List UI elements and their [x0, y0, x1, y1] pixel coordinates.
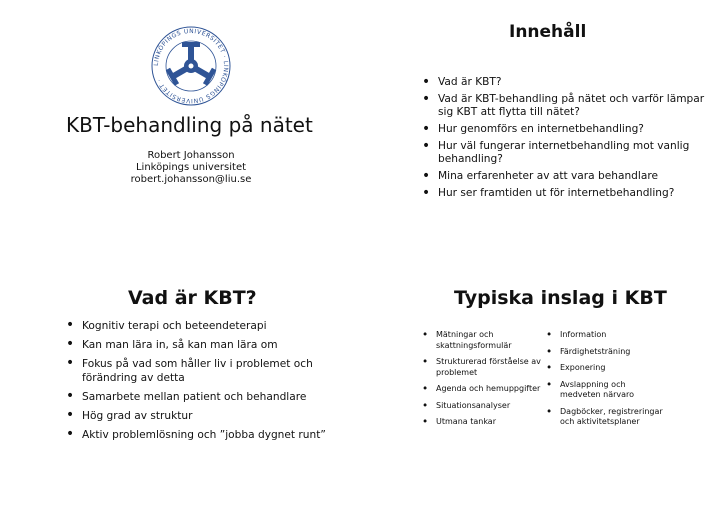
list-item: • Hur genomförs en internetbehandling?: [422, 121, 644, 137]
list-item: • Kan man lära in, så kan man lära om: [66, 336, 278, 352]
list-item: • Hur ser framtiden ut för internetbehandling?: [422, 185, 675, 201]
list-item: • Hög grad av struktur: [66, 407, 193, 423]
list-item: • Dagböcker, registreringar och aktivitetsplaner: [546, 405, 663, 426]
elements-list-left: [422, 330, 542, 434]
bullet-icon: •: [422, 74, 431, 90]
university-seal-icon: [150, 25, 232, 107]
list-item: • Avslappning och medveten närvaro: [546, 378, 635, 399]
bullet-icon: •: [422, 383, 429, 395]
contents-list: [422, 76, 722, 204]
bullet-icon: •: [546, 329, 553, 341]
list-item: • Utmana tankar: [422, 416, 496, 428]
list-item: • Mina erfarenheter av att vara behandlare: [422, 168, 658, 184]
bullet-icon: •: [422, 329, 429, 341]
author-block: [66, 150, 316, 186]
list-item: • Kognitiv terapi och beteendeterapi: [66, 317, 267, 333]
slide-title: [0, 0, 364, 257]
list-item: • Hur väl fungerar internetbehandling mot vanlig behandling?: [422, 138, 690, 165]
slide-contents: [364, 0, 728, 257]
list-item: • Samarbete mellan patient och behandlare: [66, 388, 307, 404]
author-email[interactable]: robert.johansson@liu.se: [130, 174, 252, 185]
list-item: • Strukturerad förståelse av problemet: [422, 356, 541, 377]
list-item: • Vad är KBT?: [422, 74, 502, 90]
author-affiliation: Linköpings universitet: [135, 162, 247, 173]
list-item: • Vad är KBT-behandling på nätet och varför lämpar sig KBT att flytta till nätet?: [422, 91, 705, 118]
bullet-icon: •: [422, 138, 431, 154]
bullet-icon: •: [422, 185, 431, 201]
kbt-definition-list: [66, 319, 356, 447]
bullet-icon: •: [546, 405, 553, 418]
bullet-icon: •: [422, 356, 429, 368]
list-item: • Information: [546, 329, 607, 341]
bullet-icon: •: [422, 121, 431, 137]
bullet-icon: •: [546, 362, 553, 374]
list-item: • Aktiv problemlösning och ”jobba dygnet runt”: [66, 426, 326, 442]
bullet-icon: •: [546, 378, 553, 391]
bullet-icon: •: [422, 168, 431, 184]
bullet-icon: •: [66, 336, 75, 352]
slide-heading: Vad är KBT?: [128, 287, 257, 309]
list-item: • Mätningar och skattningsformulär: [422, 329, 512, 350]
bullet-icon: •: [422, 399, 429, 412]
bullet-icon: •: [66, 426, 75, 442]
slide-heading: Typiska inslag i KBT: [454, 287, 667, 309]
author-name: Robert Johansson: [147, 150, 235, 161]
bullet-icon: •: [422, 416, 429, 428]
bullet-icon: •: [546, 345, 553, 358]
bullet-icon: •: [66, 355, 75, 371]
presentation-title: KBT-behandling på nätet: [66, 113, 313, 137]
slide-heading: Innehåll: [509, 22, 587, 42]
bullet-icon: •: [66, 388, 75, 404]
list-item: • Färdighetsträning: [546, 345, 631, 358]
slide-typical-elements: [364, 257, 728, 514]
svg-text:LINKÖPINGS UNIVERSITET · LINKÖ: LINKÖPINGS UNIVERSITET · LINKÖPINGS UNIVERSITET ·: [152, 27, 230, 105]
slide-what-is-kbt: [0, 257, 364, 514]
list-item: • Fokus på vad som håller liv i problemet och förändring av detta: [66, 355, 313, 384]
bullet-icon: •: [66, 407, 75, 423]
bullet-icon: •: [66, 317, 75, 333]
elements-list-right: [546, 330, 666, 434]
list-item: • Exponering: [546, 362, 606, 374]
bullet-icon: •: [422, 91, 431, 107]
list-item: • Agenda och hemuppgifter: [422, 383, 541, 395]
list-item: • Situationsanalyser: [422, 399, 511, 412]
